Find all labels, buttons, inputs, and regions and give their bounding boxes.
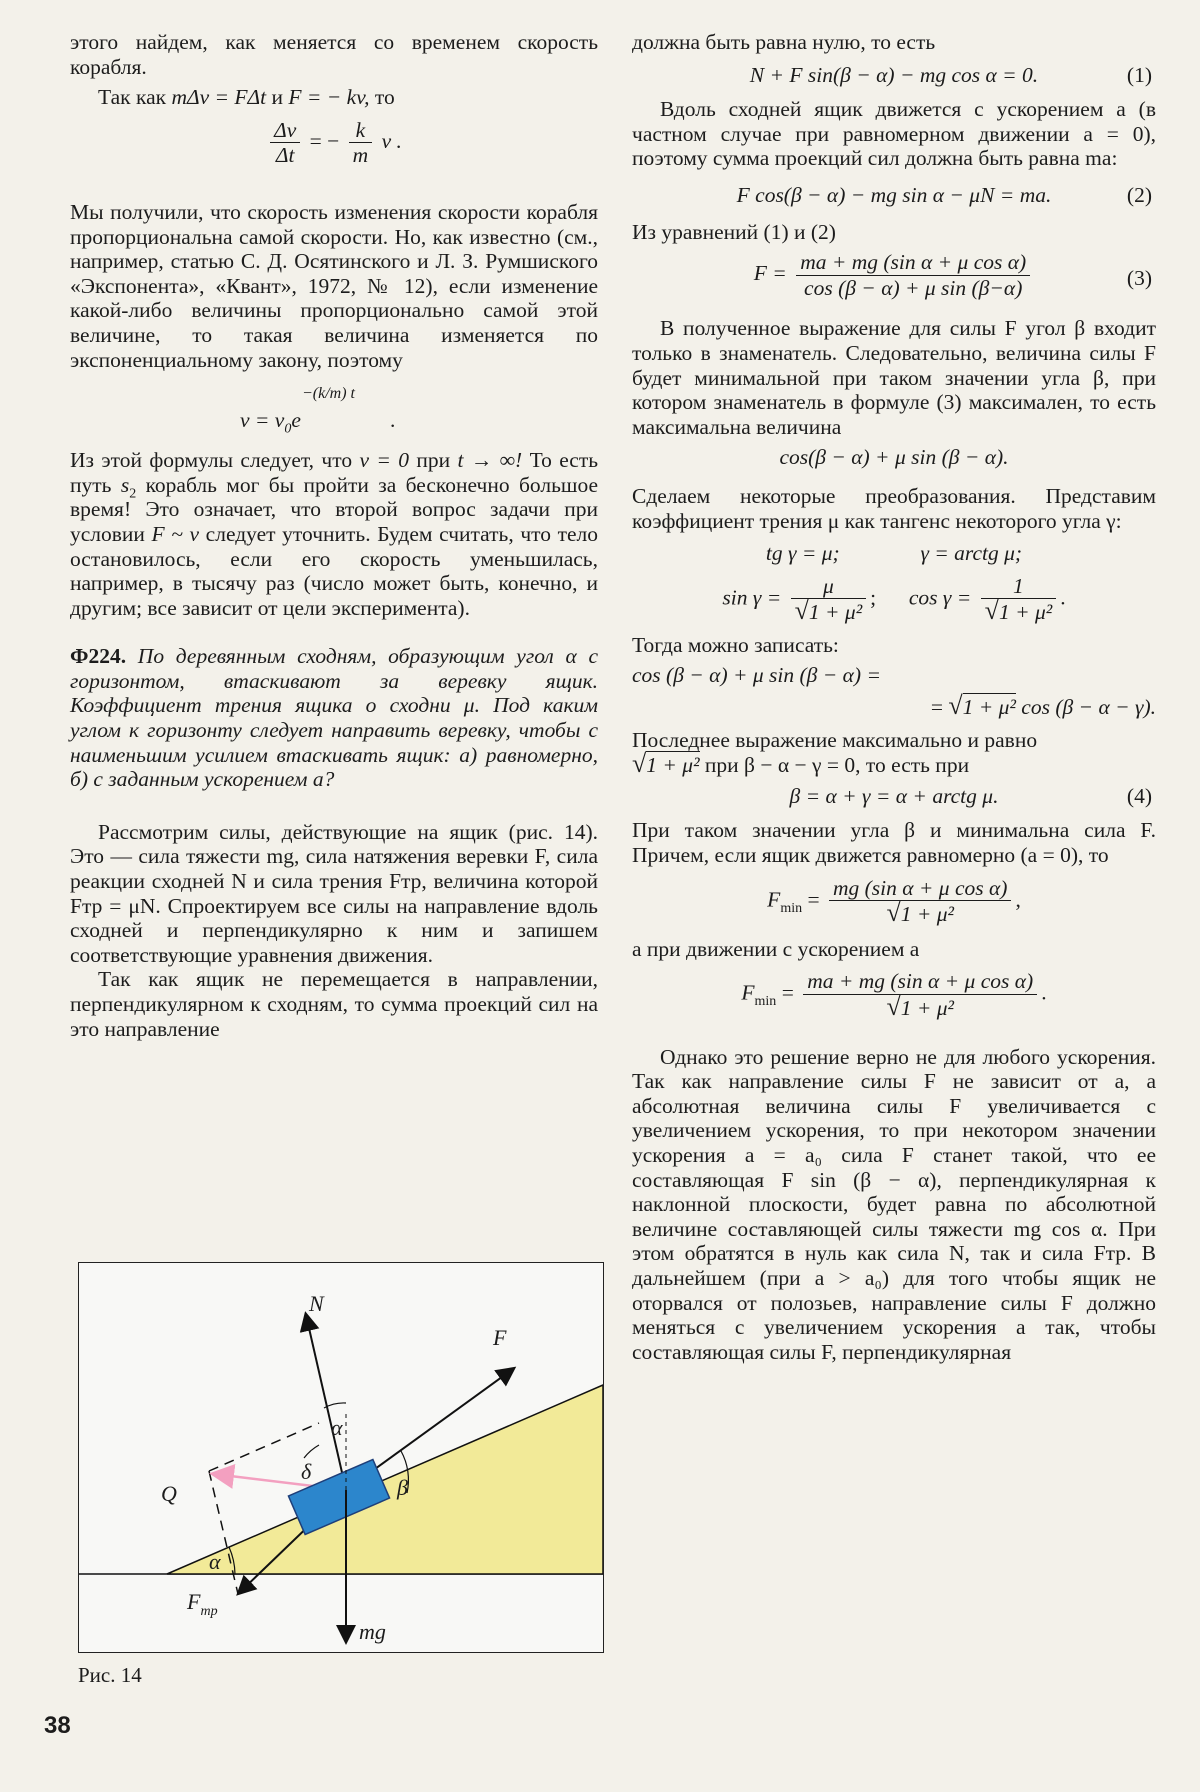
paragraph-6: Так как ящик не перемещается в направлении, перпендикулярном к сходням, то сумма проекций сил на это направление [70, 967, 598, 1041]
equation-fmin-1: $F_{min}$ = $\frac{\text{mg (sin α + μ cos α)}}{\text{√1 + μ²}}$ , [767, 875, 1021, 928]
equation-4: cos(β − α) + μ sin (β − α). [779, 445, 1009, 470]
equation-6: sin γ = $\frac{\mu}{\text{√1 + μ²}}$ ; cos γ = $\frac{1}{\text{√1 + μ²}}$ . [722, 573, 1066, 626]
paragraph-5: Рассмотрим силы, действующие на ящик (рис. 14). Это — сила тяжести mg, сила натяжения веревки F, сила реакции сходней N и сила трения Fтр, величина которой Fтр = μN. Спроектируем все силы на направление вдоль сходней и перпендикулярно к ним и запишем соответствующие уравнения движения. [70, 819, 598, 967]
label-F: F [493, 1325, 507, 1350]
dashed-side-left [209, 1471, 238, 1594]
label-delta: δ [301, 1459, 312, 1484]
paragraph-r2: Вдоль сходней ящик движется с ускорением a (в частном случае при равномерном движении a = 0), поэтому сумма проекций сил должна быть равна ma: [632, 97, 1156, 171]
equation-7a: cos (β − α) + μ sin (β − α) = [632, 663, 881, 688]
paragraph-r6: Тогда можно записать: [632, 632, 839, 657]
paragraph-r8: При таком значении угла β и минимальна сила F. Причем, если ящик движется равномерно (a = 0), то [632, 818, 1156, 868]
label-alpha-top: α [331, 1415, 343, 1440]
paragraph-r10: Однако это решение верно не для любого ускорения. Так как направление силы F не зависит от a, а абсолютная величина силы F увеличивается с увеличением ускорения, то при некотором значении ускорения a = a₀ сила F станет такой, что ее составляющая F sin (β − α), перпендикулярная к наклонной плоскости, будет равна по абсолютной величине составляющей силы тяжести mg cos α. При этом обратятся в нуль как сила N, так и сила Fтр. В дальнейшем (при a > a₀) для того чтобы ящик не оторвался от полозьев, направление силы F должно меняться с увеличением ускорения a так, чтобы составляющая силы F, перпендикулярная [632, 1044, 1156, 1364]
paragraph-r9: а при движении с ускорением a [632, 936, 920, 961]
paragraph-r7b: √1 + μ² при β − α − γ = 0, то есть при [632, 749, 970, 779]
equation-3: F = $\frac{\text{ma + mg (sin α + μ cos α)}}{\text{cos (β − α) + μ sin (β−α)}}$ (3) [753, 250, 1152, 300]
paragraph-1: этого найдем, как меняется со временем скорость корабля. [70, 30, 598, 79]
label-beta: β [397, 1475, 408, 1500]
equation-8: β = α + γ = α + arctg μ. (4) [789, 783, 1152, 808]
paragraph-3: Мы получили, что скорость изменения скорости корабля пропорциональна самой скорости. Но, как известно (см., например, статью С. Д. Осятинского и Л. З. Румшиского «Экспонента», «Квант», 1972, № 12), если изменение какой-либо величины пропорционально самой этой величине, то такая величина изменяется по экспоненциальному закону, поэтому [70, 199, 598, 372]
equation-fmin-2: $F_{min}$ = $\frac{\text{ma + mg (sin α + μ cos α)}}{\text{√1 + μ²}}$ . [741, 969, 1047, 1021]
figure-inclined-plane [78, 1262, 604, 1653]
paragraph-r3: Из уравнений (1) и (2) [632, 219, 836, 244]
equation-1: N + F sin(β − α) − mg cos α = 0. (1) [749, 62, 1152, 87]
paragraph-4: Из этой формулы следует, что v = 0 при t → ∞! То есть путь $s_2$ корабль мог бы пройти за бесконечно большое время! Это означает, что второй вопрос задачи при условии F ~ v следует уточнить. Будем считать, что тело остановилось, если его скорость уменьшилась, например, в тысячу раз (число может быть, конечно, и другим; все зависит от цели эксперимента). [70, 448, 599, 620]
paragraph-r5: Сделаем некоторые преобразования. Представим коэффициент трения μ как тангенс некоторого угла γ: [632, 483, 1156, 533]
label-Ftr: $F_{тр}$ [187, 1589, 218, 1619]
figure-caption: Рис. 14 [78, 1663, 142, 1687]
label-Q: Q [161, 1481, 177, 1506]
label-alpha-base: α [209, 1549, 221, 1574]
right-column [632, 30, 1156, 1364]
label-N: N [309, 1291, 324, 1316]
paragraph-r7: Последнее выражение максимально и равно [632, 727, 1038, 752]
equation-5: tg γ = μ; γ = arctg μ; [765, 541, 1023, 566]
delta-arc [304, 1445, 319, 1458]
left-column [70, 30, 598, 1041]
paragraph-2: Так как mΔv = FΔt и F = − kv, то [98, 85, 395, 110]
paragraph-r1: должна быть равна нулю, то есть [632, 30, 936, 54]
paragraph-r4: В полученное выражение для силы F угол β входит только в знаменатель. Следовательно, величина силы F будет минимальной при таком значении угла β, при котором знаменатель в формуле (3) максимален, то есть максимальна величина [632, 316, 1156, 439]
slope [167, 1385, 603, 1574]
problem-statement: Ф224. По деревянным сходням, образующим угол α с горизонтом, втаскивают за веревку ящик. Коэффициент трения ящика о сходни μ. Под каким углом к горизонту следует направить веревку, чтобы с наименьшим усилием втаскивать ящик: а) равномерно, б) с заданным ускорением a? [70, 644, 599, 792]
equation-2: F cos(β − α) − mg sin α − μN = ma. (2) [736, 182, 1152, 207]
equation-dv-dt: $\frac{\Delta v}{\Delta t}$ = − $\frac{k}{m}$ v . [70, 118, 598, 168]
label-mg: mg [359, 1619, 386, 1644]
equation-exponential: $v = v_0e$ −(k/m) t . [240, 385, 396, 437]
equation-7b: = √1 + μ² cos (β − α − γ). [930, 691, 1156, 721]
page-number: 38 [44, 1712, 71, 1739]
force-diagram [79, 1263, 603, 1652]
